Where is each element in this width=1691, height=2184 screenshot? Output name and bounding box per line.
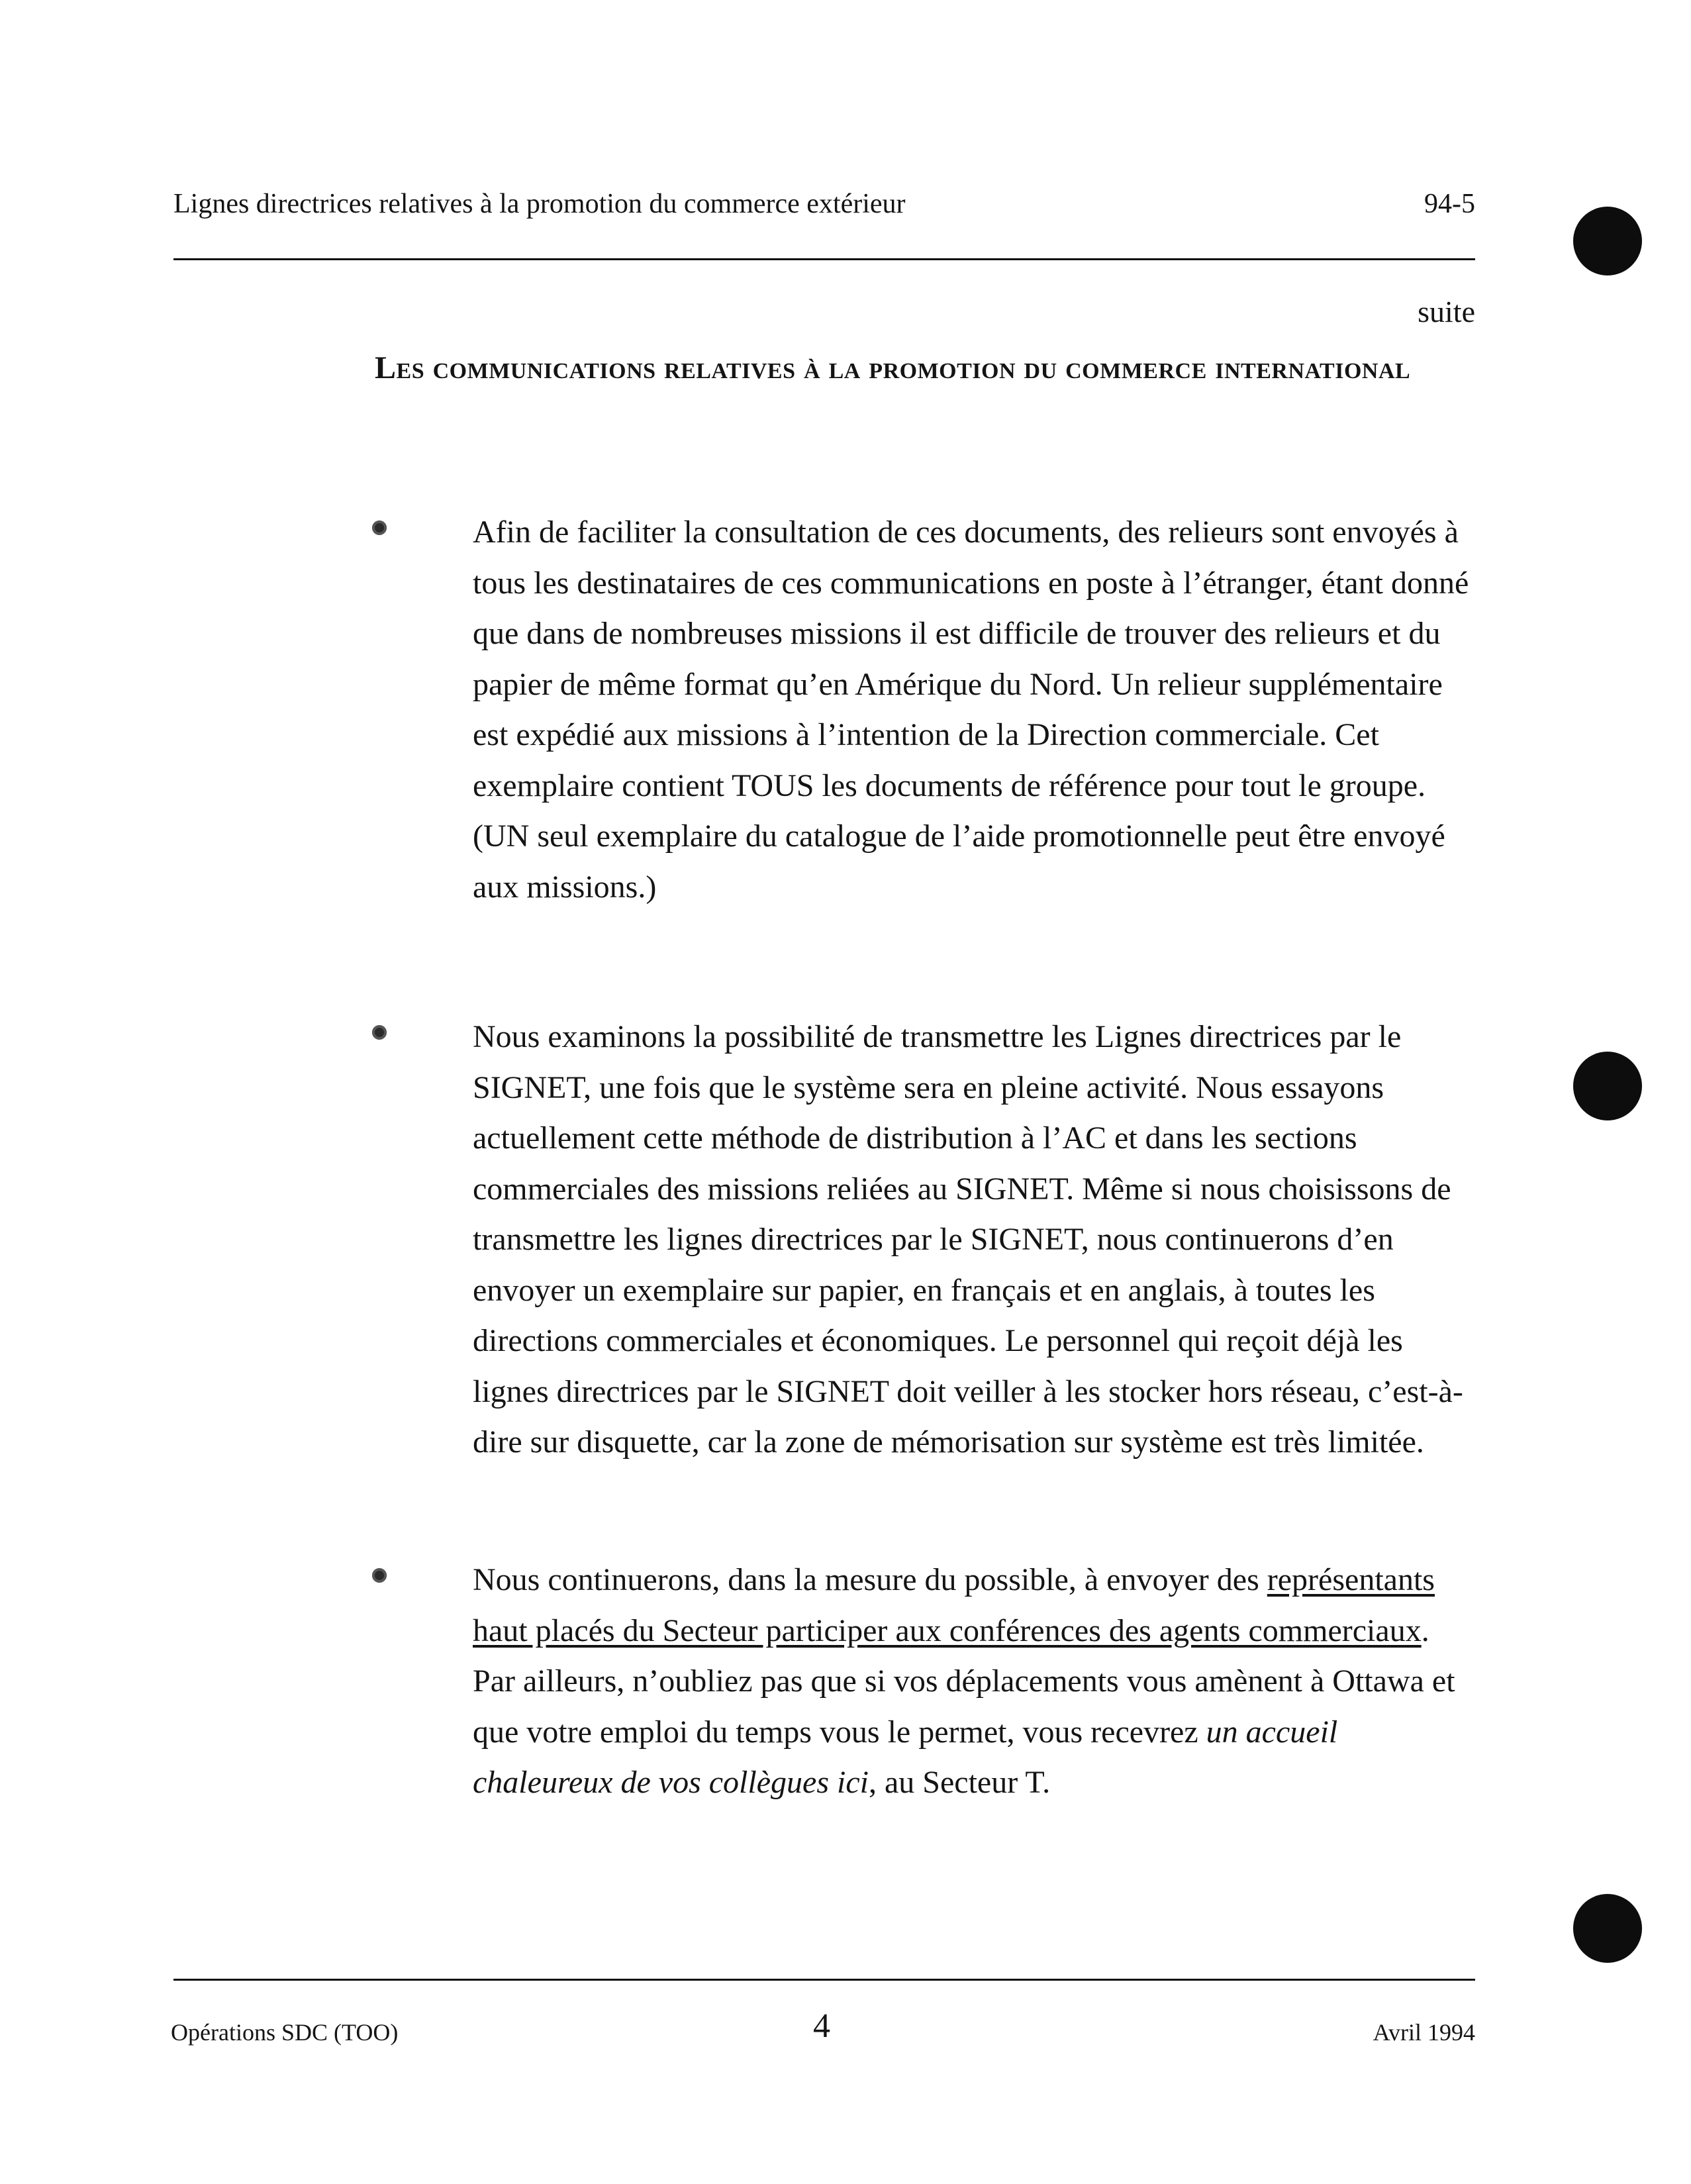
binder-hole-icon bbox=[1573, 207, 1642, 275]
footer-date: Avril 1994 bbox=[1373, 2019, 1475, 2046]
underlined-text: représentants haut placés du Secteur participer aux conférences des agents commerciaux bbox=[473, 1562, 1435, 1648]
bullet-icon bbox=[372, 1025, 387, 1040]
page-header-title: Lignes directrices relatives à la promotion du commerce extérieur bbox=[173, 189, 906, 219]
italic-text: un accueil chaleureux de vos collègues ici bbox=[473, 1714, 1338, 1800]
page-number: 4 bbox=[813, 2007, 830, 2045]
bullet-text-part: . Par ailleurs, n’oubliez pas que si vos déplacements vous amènent à Ottawa et que votre emploi du temps vous le permet, vous recevrez bbox=[473, 1613, 1455, 1750]
bullet-text-part: , au Secteur T. bbox=[868, 1765, 1051, 1800]
binder-hole-icon bbox=[1573, 1052, 1642, 1120]
binder-hole-icon bbox=[1573, 1894, 1642, 1963]
bullet-text-part: Nous continuerons, dans la mesure du possible, à envoyer des bbox=[473, 1562, 1259, 1597]
bullet-text: Afin de faciliter la consultation de ces documents, des relieurs sont envoyés à tous les destinataires de ces communications en poste à l’étranger, étant donné que dans de nombreuses missions il est difficile de trouver des relieurs et du papier de même format qu’en Amérique du Nord. Un relieur supplémentaire est expédié aux missions à l’intention de la Direction commerciale. Cet exemplaire contient TOUS les documents de référence pour tout le groupe. (UN seul exemplaire du catalogue de l’aide promotionnelle peut être envoyé aux missions.) bbox=[473, 515, 1469, 905]
section-title: Les communications relatives à la promotion du commerce international bbox=[375, 350, 1411, 385]
suite-label: suite bbox=[1418, 295, 1475, 328]
footer-rule bbox=[173, 1979, 1475, 1981]
document-number: 94-5 bbox=[1424, 189, 1475, 219]
bullet-icon bbox=[372, 521, 387, 535]
bullet-icon bbox=[372, 1568, 387, 1583]
header-rule bbox=[173, 258, 1475, 260]
footer-left: Opérations SDC (TOO) bbox=[171, 2019, 399, 2046]
bullet-text bbox=[473, 1555, 1479, 1809]
bullet-text: Nous examinons la possibilité de transmettre les Lignes directrices par le SIGNET, une fois que le système sera en pleine activité. Nous essayons actuellement cette méthode de distribution à l’AC et dans les sections commerciales des missions reliées au SIGNET. Même si nous choisissons de transmettre les lignes directrices par le SIGNET, nous continuerons d’en envoyer un exemplaire sur papier, en français et en anglais, à toutes les directions commerciales et économiques. Le personnel qui reçoit déjà les lignes directrices par le SIGNET doit veiller à les stocker hors réseau, c’est-à-dire sur disquette, car la zone de mémorisation sur système est très limitée. bbox=[473, 1019, 1463, 1460]
